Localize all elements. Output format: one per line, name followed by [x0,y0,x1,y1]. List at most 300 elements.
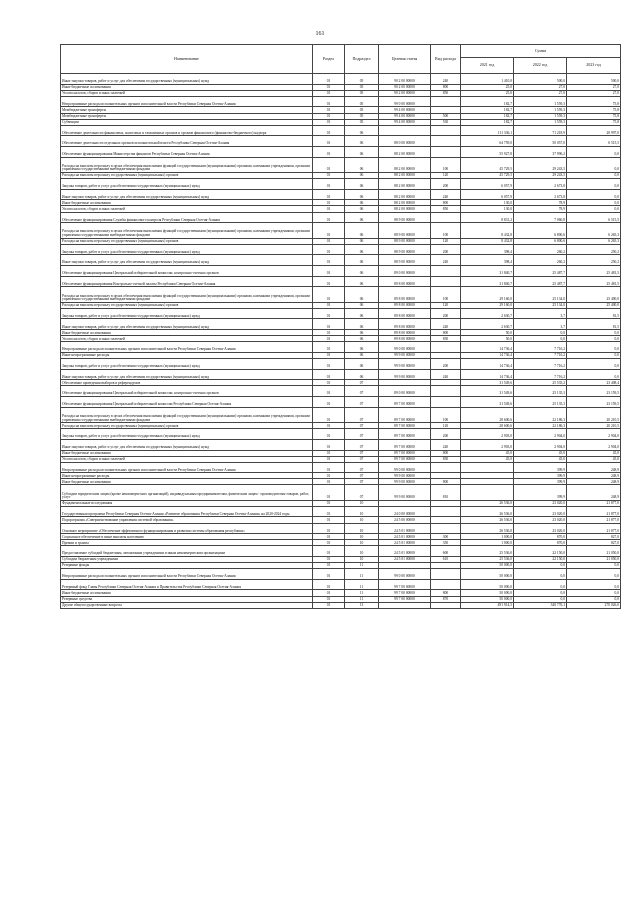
cell-razdel: 01 [313,107,345,113]
cell-name: Расходы на выплаты персоналу в целях обеспечения выполнения функций государственными (муниципальными) органами, казенными учреждениями, органами управления государственными внебюджетными фондами [61,407,313,422]
cell-sum-2022: 23 020,0 [514,506,567,517]
cell-sum-2021: 8 831,2 [461,212,514,223]
cell-sum-2022: 37 996,2 [514,146,567,157]
cell-sum-2022: 870,0 [514,540,567,546]
cell-sum-2022: 3,7 [514,308,567,319]
cell-podrazdel: 06 [345,302,379,308]
cell-target-article: 88 9 00 00000 [379,244,431,255]
cell-sum-2023: 250,2 [567,255,621,266]
cell-razdel: 01 [313,602,345,608]
cell-sum-2023: 21 050,0 [567,556,621,562]
cell-expense-type: 240 [431,74,461,85]
cell-podrazdel: 07 [345,462,379,473]
cell-razdel: 01 [313,590,345,596]
cell-podrazdel: 06 [345,369,379,380]
cell-sum-2023: 2 904,0 [567,429,621,440]
cell-target-article: 88 9 00 00000 [379,212,431,223]
cell-expense-type: 600 [431,546,461,557]
cell-podrazdel: 06 [345,358,379,369]
cell-sum-2021: 55 927,8 [461,146,514,157]
cell-razdel: 01 [313,407,345,422]
table-row [61,223,621,238]
cell-sum-2021: 64 759,0 [461,136,514,147]
cell-sum-2023: 6 265,3 [567,223,621,238]
cell-sum-2022: 7 060,8 [514,212,567,223]
cell-sum-2022: 7 716,2 [514,358,567,369]
cell-target-article: 89 8 00 00000 [379,302,431,308]
cell-podrazdel: 10 [345,523,379,534]
cell-target-article: 88 2 00 00000 [379,206,431,212]
cell-name: Расходы на выплаты персоналу государственных (муниципальных) органов [61,173,313,179]
cell-expense-type: 240 [431,369,461,380]
cell-podrazdel: 07 [345,485,379,500]
cell-sum-2023: 0,0 [567,206,621,212]
table-row [61,602,621,608]
cell-name: Предоставление субсидий бюджетным, автономным учреждениям и иным некоммерческим организациям [61,546,313,557]
cell-podrazdel: 06 [345,342,379,353]
cell-sum-2022: 1 559,3 [514,119,567,125]
cell-sum-2021: 25,0 [461,90,514,96]
cell-target-article: 99 9 00 00000 [379,352,431,358]
cell-target-article: 89 7 00 00000 [379,397,431,408]
cell-podrazdel: 07 [345,479,379,485]
cell-target-article: 24 5 01 00000 [379,540,431,546]
cell-sum-2023: 75,8 [567,119,621,125]
cell-sum-2021: 50 000,0 [461,563,514,569]
cell-sum-2022: 25 135,3 [514,386,567,397]
cell-sum-2021: 14 736,4 [461,369,514,380]
cell-razdel: 01 [313,302,345,308]
cell-podrazdel: 11 [345,590,379,596]
cell-podrazdel: 10 [345,540,379,546]
cell-expense-type: 500 [431,113,461,119]
cell-sum-2023: 27,0 [567,84,621,90]
cell-expense-type [431,397,461,408]
cell-razdel: 01 [313,223,345,238]
cell-sum-2023: 270 026,0 [567,602,621,608]
cell-sum-2021: 2 903,0 [461,439,514,450]
cell-razdel: 01 [313,506,345,517]
cell-podrazdel: 10 [345,506,379,517]
cell-razdel: 01 [313,500,345,506]
cell-sum-2023: 75,8 [567,113,621,119]
cell-expense-type: 100 [431,223,461,238]
cell-sum-2023: 25 481,5 [567,265,621,276]
cell-sum-2021: 130,0 [461,200,514,206]
cell-sum-2023: 21 050,0 [567,546,621,557]
cell-target-article: 90 2 00 00000 [379,84,431,90]
cell-name: Иные закупки товаров, работ и услуг для обеспечения государственных (муниципальных) нужд [61,255,313,266]
cell-podrazdel: 05 [345,107,379,113]
cell-sum-2022: 3,7 [514,319,567,330]
cell-name: Обеспечение функционирования Центральной избирательной комиссии Республики Северная Осетия-Алания [61,397,313,408]
cell-name: Иные бюджетные ассигнования [61,200,313,206]
cell-expense-type: 100 [431,287,461,302]
cell-expense-type [431,136,461,147]
cell-expense-type [431,523,461,534]
cell-sum-2021: 1 000,0 [461,540,514,546]
cell-target-article: 99 0 00 00000 [379,96,431,107]
cell-expense-type: 100 [431,407,461,422]
cell-sum-2022: 260,2 [514,255,567,266]
cell-sum-2022: 50 057,0 [514,136,567,147]
cell-sum-2022: 71 218,9 [514,125,567,136]
cell-razdel: 01 [313,380,345,386]
table-row [61,265,621,276]
cell-podrazdel: 10 [345,556,379,562]
header-year-2023: 2023 год [567,58,621,74]
cell-sum-2022: 1 559,3 [514,96,567,107]
table-header [61,45,621,74]
table-row [61,397,621,408]
cell-podrazdel: 06 [345,330,379,336]
cell-expense-type [431,569,461,580]
cell-target-article: 88 9 00 00000 [379,255,431,266]
cell-sum-2023: 0,0 [567,173,621,179]
cell-name: Иные непрограммные расходы [61,473,313,479]
cell-razdel: 01 [313,179,345,190]
cell-sum-2023: 0,0 [567,336,621,342]
cell-sum-2022: 25 134,0 [514,302,567,308]
cell-razdel: 01 [313,540,345,546]
cell-razdel: 01 [313,119,345,125]
cell-sum-2022: 22 150,0 [514,556,567,562]
cell-sum-2022: 7 716,2 [514,369,567,380]
table-row [61,485,621,500]
cell-target-article [379,125,431,136]
cell-sum-2022: 22 150,0 [514,546,567,557]
cell-expense-type: 300 [431,534,461,540]
table-row [61,179,621,190]
cell-sum-2021: 25,0 [461,84,514,90]
cell-razdel: 01 [313,265,345,276]
cell-expense-type: 200 [431,308,461,319]
cell-razdel: 01 [313,276,345,287]
cell-name: Премии и гранты [61,540,313,546]
cell-razdel: 01 [313,517,345,523]
cell-expense-type: 870 [431,596,461,602]
cell-sum-2023: 0,0 [567,369,621,380]
cell-sum-2023: 81,5 [567,308,621,319]
cell-expense-type [431,602,461,608]
cell-podrazdel: 06 [345,125,379,136]
table-row [61,407,621,422]
cell-sum-2022: 22 186,3 [514,407,567,422]
cell-target-article: 89 8 00 00000 [379,330,431,336]
cell-sum-2021: 8 432,8 [461,238,514,244]
cell-sum-2022: 2 904,0 [514,429,567,440]
cell-sum-2021: 2 903,0 [461,429,514,440]
cell-name: Иные бюджетные ассигнования [61,450,313,456]
cell-name: Иные закупки товаров, работ и услуг для обеспечения государственных (муниципальных) нужд [61,439,313,450]
cell-target-article: 99 9 00 00000 [379,473,431,479]
cell-name: Другие общегосударственные вопросы [61,602,313,608]
cell-podrazdel: 06 [345,173,379,179]
table-row [61,212,621,223]
cell-target-article: 90 2 00 00000 [379,90,431,96]
cell-sum-2023: 75,8 [567,96,621,107]
cell-name: Иные бюджетные ассигнования [61,590,313,596]
cell-target-article: 99 7 00 00000 [379,590,431,596]
cell-sum-2021: 45,0 [461,456,514,462]
cell-podrazdel: 11 [345,569,379,580]
cell-razdel: 01 [313,358,345,369]
cell-sum-2022: 2 904,0 [514,439,567,450]
cell-podrazdel: 06 [345,157,379,172]
cell-razdel: 01 [313,125,345,136]
cell-razdel: 01 [313,200,345,206]
cell-sum-2021: 182,7 [461,113,514,119]
cell-razdel: 01 [313,423,345,429]
cell-sum-2022: 7 716,2 [514,342,567,353]
cell-expense-type: 850 [431,336,461,342]
cell-target-article: 99 0 00 00000 [379,342,431,353]
cell-razdel: 01 [313,157,345,172]
cell-razdel: 01 [313,255,345,266]
table-row [61,255,621,266]
cell-expense-type: 120 [431,173,461,179]
cell-name: Непрограммные расходы исполнительных органов исполнительной власти Республики Северная Осетия-Алания [61,96,313,107]
cell-razdel: 01 [313,397,345,408]
table-row [61,523,621,534]
cell-target-article: 89 7 00 00000 [379,429,431,440]
cell-podrazdel: 07 [345,423,379,429]
table-row [61,319,621,330]
cell-podrazdel: 10 [345,500,379,506]
cell-podrazdel: 06 [345,146,379,157]
cell-target-article: 99 9 00 00000 [379,358,431,369]
cell-name: Обеспечение функционирования Службы финансового контроля Республики Северная Осетия-Алания [61,212,313,223]
cell-name: Резервные фонды [61,563,313,569]
cell-target-article: 89 7 00 00000 [379,450,431,456]
cell-podrazdel: 06 [345,255,379,266]
cell-name: Иные закупки товаров, работ и услуг для обеспечения государственных (муниципальных) нужд [61,189,313,200]
cell-expense-type: 800 [431,84,461,90]
cell-target-article: 88 0 00 00000 [379,136,431,147]
cell-sum-2021: 29 160,0 [461,287,514,302]
cell-sum-2021: 1 000,0 [461,534,514,540]
cell-sum-2022: 340 776,1 [514,602,567,608]
cell-sum-2022: 23 020,0 [514,500,567,506]
table-row [61,462,621,473]
cell-sum-2021: 25 536,0 [461,556,514,562]
cell-expense-type: 240 [431,439,461,450]
cell-target-article: 99 9 00 00000 [379,369,431,380]
cell-sum-2023: 0,0 [567,569,621,580]
cell-name: Непрограммные расходы исполнительных органов исполнительной власти Республики Северная Осетия-Алания [61,462,313,473]
cell-podrazdel: 07 [345,397,379,408]
cell-target-article: 89 8 00 00000 [379,336,431,342]
cell-sum-2023: 75,8 [567,107,621,113]
cell-sum-2023: 0,0 [567,579,621,590]
budget-table [60,44,621,609]
cell-sum-2022: 78,9 [514,200,567,206]
table-row [61,244,621,255]
cell-name: Иные закупки товаров, работ и услуг для обеспечения государственных (муниципальных) нужд [61,74,313,85]
cell-sum-2021: 26 536,0 [461,506,514,517]
cell-sum-2022: 25 487,7 [514,276,567,287]
cell-razdel: 01 [313,523,345,534]
header-razdel: Раздел [313,45,345,74]
cell-podrazdel: 06 [345,319,379,330]
cell-sum-2021: 28 600,6 [461,423,514,429]
cell-razdel: 01 [313,330,345,336]
cell-sum-2021: 50 000,0 [461,569,514,580]
cell-sum-2021: 45 729,5 [461,173,514,179]
cell-expense-type: 240 [431,189,461,200]
cell-razdel: 01 [313,579,345,590]
cell-podrazdel: 10 [345,534,379,540]
cell-razdel: 01 [313,569,345,580]
header-name: Наименование [61,45,313,74]
cell-expense-type: 800 [431,479,461,485]
cell-sum-2023: 0,0 [567,330,621,336]
cell-podrazdel: 06 [345,223,379,238]
cell-podrazdel: 06 [345,189,379,200]
cell-sum-2023: 20 997,0 [567,125,621,136]
cell-name: Обеспечение деятельности финансовых, налоговых и таможенных органов и органов финансового (финансово-бюджетного) надзора [61,125,313,136]
table-row [61,189,621,200]
cell-sum-2022: 22 186,3 [514,423,567,429]
cell-name: Уплата налогов, сборов и иных платежей [61,206,313,212]
cell-name: Непрограммные расходы исполнительных органов исполнительной власти Республики Северная Осетия-Алания [61,342,313,353]
cell-sum-2023: 827,0 [567,534,621,540]
cell-razdel: 01 [313,113,345,119]
cell-name: Фундаментальные исследования [61,500,313,506]
cell-expense-type: 200 [431,244,461,255]
cell-name: Непрограммные расходы исполнительных органов исполнительной власти Республики Северная Осетия-Алания [61,569,313,580]
cell-target-article: 88 2 00 00000 [379,179,431,190]
cell-sum-2022: 399,9 [514,485,567,500]
cell-expense-type [431,342,461,353]
cell-target-article: 99 0 00 00000 [379,462,431,473]
cell-expense-type: 120 [431,423,461,429]
cell-target-article: 24 0 00 00000 [379,506,431,517]
cell-sum-2021: 31 549,6 [461,386,514,397]
cell-sum-2021: 491 914,5 [461,602,514,608]
cell-razdel: 01 [313,456,345,462]
cell-expense-type: 200 [431,358,461,369]
cell-podrazdel: 10 [345,517,379,523]
cell-razdel: 01 [313,173,345,179]
cell-podrazdel: 07 [345,386,379,397]
cell-sum-2023: 6 515,5 [567,136,621,147]
cell-sum-2021: 182,7 [461,96,514,107]
cell-target-article: 88 9 00 00000 [379,238,431,244]
cell-sum-2023: 25 400,0 [567,287,621,302]
cell-sum-2021: 26 536,0 [461,517,514,523]
cell-name: Расходы на выплаты персоналу государственных (муниципальных) органов [61,423,313,429]
cell-name: Государственная программа Республики Северная Осетия-Алания «Развитие образования Республики Северная Осетия-Алания» на 2020-2024 годы [61,506,313,517]
cell-sum-2022: 0,0 [514,596,567,602]
cell-sum-2023: 827,0 [567,540,621,546]
cell-sum-2023: 0,0 [567,358,621,369]
cell-podrazdel: 06 [345,238,379,244]
cell-target-article: 89 8 00 00000 [379,308,431,319]
cell-sum-2022: 6 800,6 [514,238,567,244]
cell-sum-2023: 27,0 [567,90,621,96]
table-row [61,136,621,147]
cell-name: Иные закупки товаров, работ и услуг для обеспечения государственных (муниципальных) нужд [61,319,313,330]
cell-name: Межбюджетные трансферты [61,113,313,119]
cell-expense-type: 850 [431,456,461,462]
cell-name: Иные закупки товаров, работ и услуг для обеспечения государственных (муниципальных) нужд [61,369,313,380]
cell-sum-2022: 0,0 [514,336,567,342]
table-row [61,287,621,302]
cell-sum-2021: 50,0 [461,330,514,336]
cell-target-article: 89 7 00 00000 [379,407,431,422]
cell-target-article: 99 4 00 00000 [379,119,431,125]
cell-sum-2023: 45,0 [567,456,621,462]
cell-sum-2023: 23 408,4 [567,380,621,386]
cell-sum-2022: 45,0 [514,456,567,462]
cell-sum-2023: 250,2 [567,244,621,255]
cell-name: Субвенции [61,119,313,125]
cell-razdel: 01 [313,74,345,85]
cell-razdel: 01 [313,485,345,500]
cell-sum-2023: 20 210,5 [567,407,621,422]
cell-sum-2022: 870,0 [514,534,567,540]
cell-name: Основное мероприятие «Обеспечение эффективного функционирования и развития системы образования республики» [61,523,313,534]
cell-target-article: 99 7 00 00000 [379,596,431,602]
cell-name: Подпрограмма «Совершенствование управления системой образования» [61,517,313,523]
cell-razdel: 01 [313,244,345,255]
cell-name: Резервные средства [61,596,313,602]
cell-target-article: 99 4 00 00000 [379,113,431,119]
cell-expense-type: 240 [431,255,461,266]
cell-sum-2021: 31 840,7 [461,276,514,287]
cell-razdel: 01 [313,287,345,302]
cell-razdel: 01 [313,206,345,212]
cell-sum-2023: 0,0 [567,590,621,596]
cell-sum-2022: 399,9 [514,479,567,485]
cell-target-article: 89 7 00 00000 [379,423,431,429]
cell-razdel: 01 [313,96,345,107]
cell-podrazdel: 10 [345,546,379,557]
cell-sum-2022: 23 020,0 [514,517,567,523]
cell-sum-2022: 25 135,3 [514,397,567,408]
cell-expense-type: 530 [431,119,461,125]
cell-sum-2023: 0,0 [567,179,621,190]
cell-sum-2021: 45,0 [461,450,514,456]
cell-sum-2022: 78,9 [514,206,567,212]
cell-expense-type: 850 [431,206,461,212]
cell-expense-type: 610 [431,556,461,562]
cell-podrazdel: 06 [345,136,379,147]
cell-razdel: 01 [313,534,345,540]
table-row [61,369,621,380]
cell-sum-2021: 2 630,7 [461,308,514,319]
cell-target-article: 88 2 00 00000 [379,200,431,206]
cell-name: Уплата налогов, сборов и иных платежей [61,336,313,342]
cell-sum-2023: 0,0 [567,146,621,157]
cell-razdel: 01 [313,319,345,330]
cell-sum-2023: 248,9 [567,485,621,500]
cell-name: Социальное обеспечение и иные выплаты населению [61,534,313,540]
header-expense-type: Вид расхода [431,45,461,74]
cell-sum-2021: 6 057,9 [461,189,514,200]
cell-name: Обеспечение функционирования Центральной избирательной комиссии, контрольно-счетных органов [61,265,313,276]
table-row [61,276,621,287]
cell-sum-2023: 45,0 [567,450,621,456]
table-row [61,546,621,557]
cell-target-article: 89 7 00 00000 [379,439,431,450]
cell-razdel: 01 [313,462,345,473]
cell-name: Обеспечение деятельности отдельных органов исполнительной власти Республики Северная Осетия-Алания [61,136,313,147]
cell-expense-type: 350 [431,540,461,546]
table-row [61,74,621,85]
cell-expense-type [431,96,461,107]
